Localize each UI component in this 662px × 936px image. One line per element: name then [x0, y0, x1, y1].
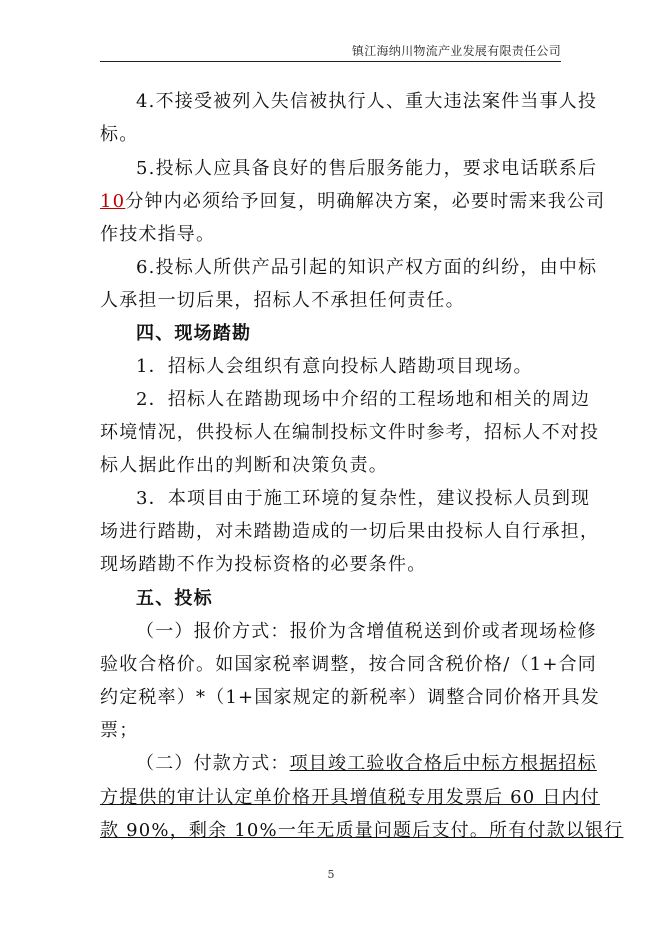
section4-item3-line3: 现场踏勘不作为投标资格的必要条件。: [100, 554, 427, 575]
section4-item3-line2: 场进行踏勘，对未踏勘造成的一切后果由投标人自行承担，: [100, 521, 600, 542]
header-divider: [100, 61, 561, 62]
item6-line2: 人承担一切后果，招标人不承担任何责任。: [100, 290, 465, 311]
section4-item2-line3: 标人据此作出的判断和决策负责。: [100, 455, 388, 476]
item5-line2: [100, 188, 606, 216]
payment-line3: 款 90%，剩余 10%一年无质量问题后支付。所有付款以银行: [100, 820, 624, 841]
payment-label: （二）付款方式：: [136, 753, 290, 774]
payment-line1: [136, 750, 597, 778]
section4-item2-line1: 2．招标人在踏勘现场中介绍的工程场地和相关的周边: [136, 389, 591, 410]
section4-item3-line1: 3．本项目由于施工环境的复杂性，建议投标人员到现: [136, 488, 591, 509]
item5-line1: 5.投标人应具备良好的售后服务能力，要求电话联系后: [136, 158, 598, 179]
item6-line1: 6.投标人所供产品引起的知识产权方面的纠纷，由中标: [136, 257, 598, 278]
section5-heading: 五、投标: [136, 588, 213, 609]
section4-item1: 1．招标人会组织有意向投标人踏勘项目现场。: [136, 356, 533, 377]
page-number: 5: [327, 868, 335, 881]
header-company-name: 镇江海纳川物流产业发展有限责任公司: [351, 44, 561, 58]
item4-line2: 标。: [100, 124, 139, 145]
item5-line3: 作技术指导。: [100, 224, 216, 245]
pricing-line3: 约定税率）*（1+国家规定的新税率）调整合同价格开具发: [100, 687, 600, 708]
section4-item2-line2: 环境情况，供投标人在编制投标文件时参考，招标人不对投: [100, 422, 600, 443]
pricing-line2: 验收合格价。如国家税率调整，按合同含税价格/（1+合同: [100, 654, 597, 675]
payment-terms-underlined: 项目竣工验收合格后中标方根据招标: [289, 753, 597, 774]
item4-line1: 4.不接受被列入失信被执行人、重大违法案件当事人投: [136, 91, 598, 112]
payment-line2: 方提供的审计认定单价格开具增值税专用发票后 60 日内付: [100, 787, 600, 808]
response-minutes: 10: [100, 191, 126, 212]
section4-heading: 四、现场踏勘: [136, 323, 252, 344]
item5-line2-rest: 分钟内必须给予回复，明确解决方案，必要时需来我公司: [125, 191, 606, 212]
pricing-line4: 票；: [100, 720, 139, 741]
pricing-line1: （一）报价方式：报价为含增值税送到价或者现场检修: [136, 621, 597, 642]
